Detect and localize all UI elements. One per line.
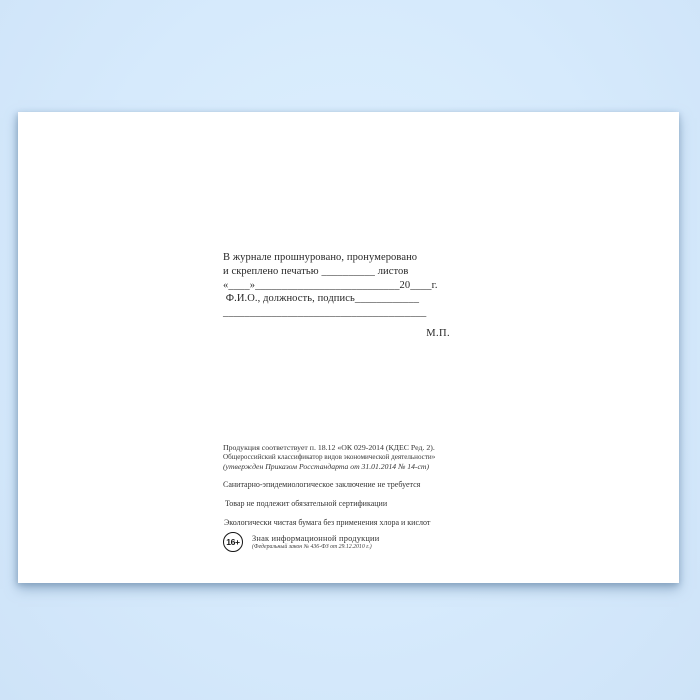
stitch-line-3: «____»___________________________20____г. bbox=[223, 279, 438, 291]
stitch-line-2: и скреплено печатью __________ листов bbox=[223, 265, 409, 277]
product-info-block bbox=[223, 443, 493, 552]
age-rating-16plus-icon: 16+ bbox=[223, 532, 243, 552]
note-sanitary: Санитарно-эпидемиологическое заключение не требуется bbox=[223, 480, 421, 489]
stitch-line-4: Ф.И.О., должность, подпись____________ bbox=[223, 293, 420, 305]
age-rating-label: Знак информационной продукции bbox=[252, 533, 380, 543]
note-eco-paper: Экологически чистая бумага без применения хлора и кислот bbox=[224, 518, 431, 527]
note-certification: Товар не подлежит обязательной сертификации bbox=[225, 499, 388, 508]
compliance-line-3: (утвержден Приказом Росстандарта от 31.01.2014 № 14-ст) bbox=[223, 462, 430, 471]
age-rating-mark bbox=[223, 532, 493, 552]
compliance-line-1: Продукция соответствует п. 18.12 «ОК 029-2014 (КДЕС Ред. 2). bbox=[223, 443, 435, 452]
compliance-line-2: Общероссийский классификатор видов экономической деятельности» bbox=[223, 452, 436, 461]
stitch-line-5: ______________________________________ bbox=[223, 307, 427, 319]
age-rating-law-reference: (Федеральный закон № 436-ФЗ от 29.12.2010 г.) bbox=[252, 543, 372, 550]
stitch-line-1: В журнале прошнуровано, пронумеровано bbox=[223, 252, 418, 263]
seal-placeholder: М.П. bbox=[426, 327, 450, 339]
age-rating-text bbox=[252, 534, 379, 551]
paper-sheet bbox=[18, 112, 679, 583]
stitch-certification-block bbox=[223, 251, 455, 341]
